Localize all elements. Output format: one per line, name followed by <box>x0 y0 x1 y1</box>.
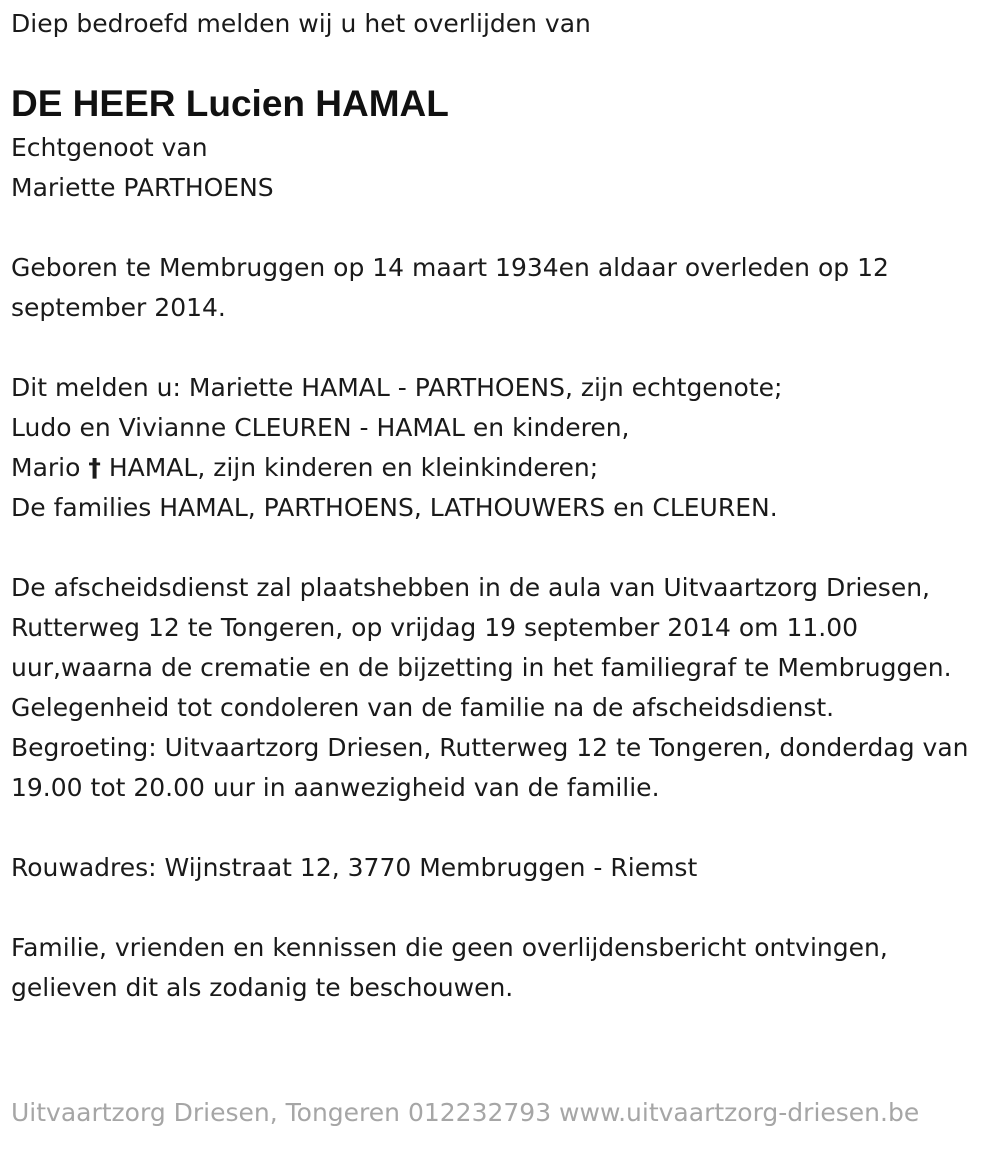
announced-by-line-mario <box>11 448 990 488</box>
spouse-label: Echtgenoot van <box>11 133 208 162</box>
announced-by-line: Dit melden u: Mariette HAMAL - PARTHOENS, zijn echtgenote; <box>11 373 783 402</box>
mourning-address: Rouwadres: Wijnstraat 12, 3770 Membruggen - Riemst <box>11 853 698 882</box>
intro-text: Diep bedroefd melden wij u het overlijden van <box>11 9 591 38</box>
cross-icon: † <box>88 453 101 482</box>
birth-death-paragraph: Geboren te Membruggen op 14 maart 1934en aldaar overleden op 12 september 2014. <box>11 253 889 322</box>
announced-by-line: De families HAMAL, PARTHOENS, LATHOUWERS en CLEUREN. <box>11 493 778 522</box>
funeral-home-footer: Uitvaartzorg Driesen, Tongeren 012232793 www.uitvaartzorg-driesen.be <box>11 1098 920 1127</box>
mario-first-name: Mario <box>11 453 81 482</box>
service-paragraph: De afscheidsdienst zal plaatshebben in de aula van Uitvaartzorg Driesen, Rutterweg 12 te Tongeren, op vrijdag 19 september 2014 om 11.00 uur,waarna de crematie en de bijzetting in het familiegraf te Membruggen. <box>11 573 952 682</box>
deceased-name: DE HEER Lucien HAMAL <box>11 83 449 124</box>
closing-paragraph: Familie, vrienden en kennissen die geen overlijdensbericht ontvingen, gelieven dit als zodanig te beschouwen. <box>11 933 888 1002</box>
announced-by-list <box>11 368 990 528</box>
condolences-paragraph: Gelegenheid tot condoleren van de familie na de afscheidsdienst. <box>11 693 835 722</box>
spouse-name: Mariette PARTHOENS <box>11 173 274 202</box>
viewing-paragraph: Begroeting: Uitvaartzorg Driesen, Rutterweg 12 te Tongeren, donderdag van 19.00 tot 20.00 uur in aanwezigheid van de familie. <box>11 733 969 802</box>
mario-rest: HAMAL, zijn kinderen en kleinkinderen; <box>108 453 599 482</box>
announced-by-line: Ludo en Vivianne CLEUREN - HAMAL en kinderen, <box>11 413 630 442</box>
